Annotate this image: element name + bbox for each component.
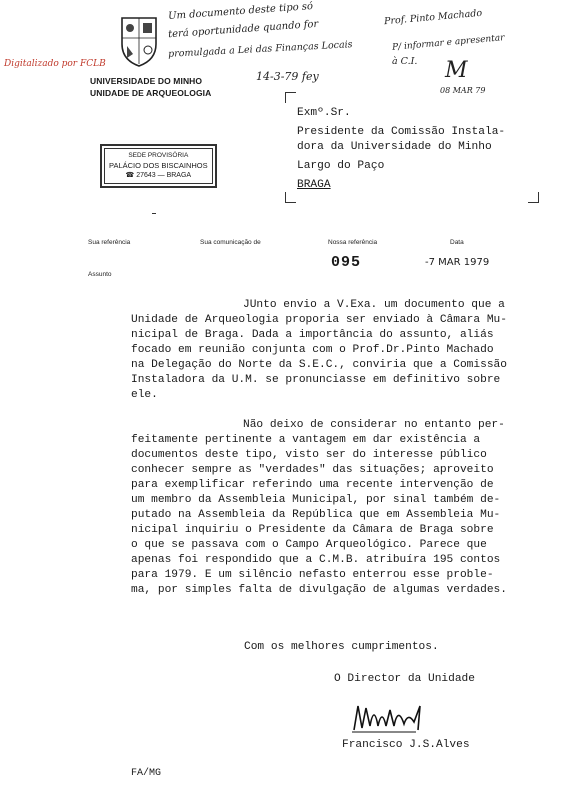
handwritten-note-line2: terá oportunidade quando for: [167, 18, 319, 41]
label-data: Data: [450, 239, 464, 246]
paragraph-line: Não deixo de considerar no entanto per-: [243, 419, 505, 431]
label-sua-comunicacao: Sua comunicação de: [200, 239, 261, 246]
institution-unit: UNIDADE DE ARQUEOLOGIA: [90, 88, 212, 98]
paragraph-line: Unidade de Arqueologia proporia ser enviado à Câmara Mu-: [131, 314, 507, 326]
paragraph-2: [131, 418, 551, 598]
handwritten-date-initials: 14-3-79 fey: [256, 70, 319, 83]
university-crest-icon: [118, 14, 160, 68]
handwritten-note-line1: Um documento deste tipo só: [167, 0, 314, 23]
signatory-title: O Director da Unidade: [334, 673, 475, 685]
paragraph-line: putado na Assembleia da República que em Assembleia Mu-: [131, 509, 501, 521]
closing-line: Com os melhores cumprimentos.: [244, 641, 439, 653]
addressee-block: [297, 106, 505, 193]
paragraph-line: Instaladora da U.M. se pronunciasse em definitivo sobre: [131, 374, 501, 386]
paragraph-line: conhecer sempre as "verdades" das situações; aproveito: [131, 464, 494, 476]
divider-dash: [152, 213, 156, 214]
paragraph-line: um membro da Assembleia Municipal, por sinal também de-: [131, 494, 501, 506]
paragraph-line: para 1979. E um silêncio nefasto enterrou esse proble-: [131, 569, 494, 581]
handwritten-note-line3: promulgada a Lei das Finanças Locais: [167, 39, 353, 60]
addressee-city: BRAGA: [297, 179, 331, 191]
signatory-name: Francisco J.S.Alves: [342, 739, 470, 751]
paragraph-line: JUnto envio a V.Exa. um documento que a: [243, 299, 505, 311]
handwritten-signature: [350, 700, 430, 736]
address-stamp: [100, 144, 217, 188]
letter-body: [131, 298, 551, 598]
paragraph-line: feitamente pertinente a vantagem em dar existência a: [131, 434, 481, 446]
label-nossa-referencia: Nossa referência: [328, 239, 378, 246]
addressee-line1: Presidente da Comissão Instala-: [297, 126, 506, 138]
paragraph-line: documentos deste tipo, visto ser do interesse público: [131, 449, 487, 461]
paragraph-line: para exemplificar referindo uma recente intervenção de: [131, 479, 494, 491]
paragraph-line: ele.: [131, 389, 158, 401]
paragraph-line: na Delegação do Norte da S.E.C., conviria que a Comissão: [131, 359, 507, 371]
handwritten-dispatch-signature: M: [445, 58, 468, 83]
paragraph-line: apenas foi respondido que a C.M.B. atribuíra 195 contos: [131, 554, 501, 566]
handwritten-dispatch-line3: à C.I.: [392, 56, 418, 67]
label-sua-referencia: Sua referência: [88, 239, 131, 246]
paragraph-line: focado em reunião conjunta com o Prof.Dr.Pinto Machado: [131, 344, 494, 356]
handwritten-dispatch-line1: Prof. Pinto Machado: [383, 7, 483, 28]
paragraph-line: ma, por simples falta de divulgação de algumas verdades.: [131, 584, 507, 596]
addressee-line2: dora da Universidade do Minho: [297, 141, 492, 153]
stamp-line1: SEDE PROVISÓRIA: [128, 152, 189, 159]
handwritten-dispatch-line2: P/ informar e apresentar: [391, 33, 505, 53]
stamp-line2: PALÁCIO DOS BISCAINHOS: [109, 161, 208, 170]
address-corner-mark: [528, 192, 539, 203]
salutation: Exmº.Sr.: [297, 107, 351, 119]
address-corner-mark: [285, 92, 296, 103]
stamp-line3: ☎ 27643 — BRAGA: [125, 172, 192, 179]
institution-name: UNIVERSIDADE DO MINHO: [90, 76, 203, 86]
paragraph-line: nicipal de Braga. Dada a importância do assunto, aliás: [131, 329, 494, 341]
label-assunto: Assunto: [88, 271, 112, 278]
date-stamp: -7 MAR 1979: [425, 257, 490, 268]
digitalization-watermark: Digitalizado por FCLB: [4, 59, 106, 69]
paragraph-1: [131, 298, 551, 403]
typist-initials: FA/MG: [131, 768, 162, 779]
reference-number: 095: [331, 254, 362, 271]
paragraph-line: nicipal inquiriu o Presidente da Câmara de Braga sobre: [131, 524, 494, 536]
handwritten-dispatch-date: 08 MAR 79: [440, 86, 486, 95]
paragraph-line: o que se passava com o Campo Arqueológico. Parece que: [131, 539, 487, 551]
addressee-line3: Largo do Paço: [297, 160, 385, 172]
address-corner-mark: [285, 192, 296, 203]
